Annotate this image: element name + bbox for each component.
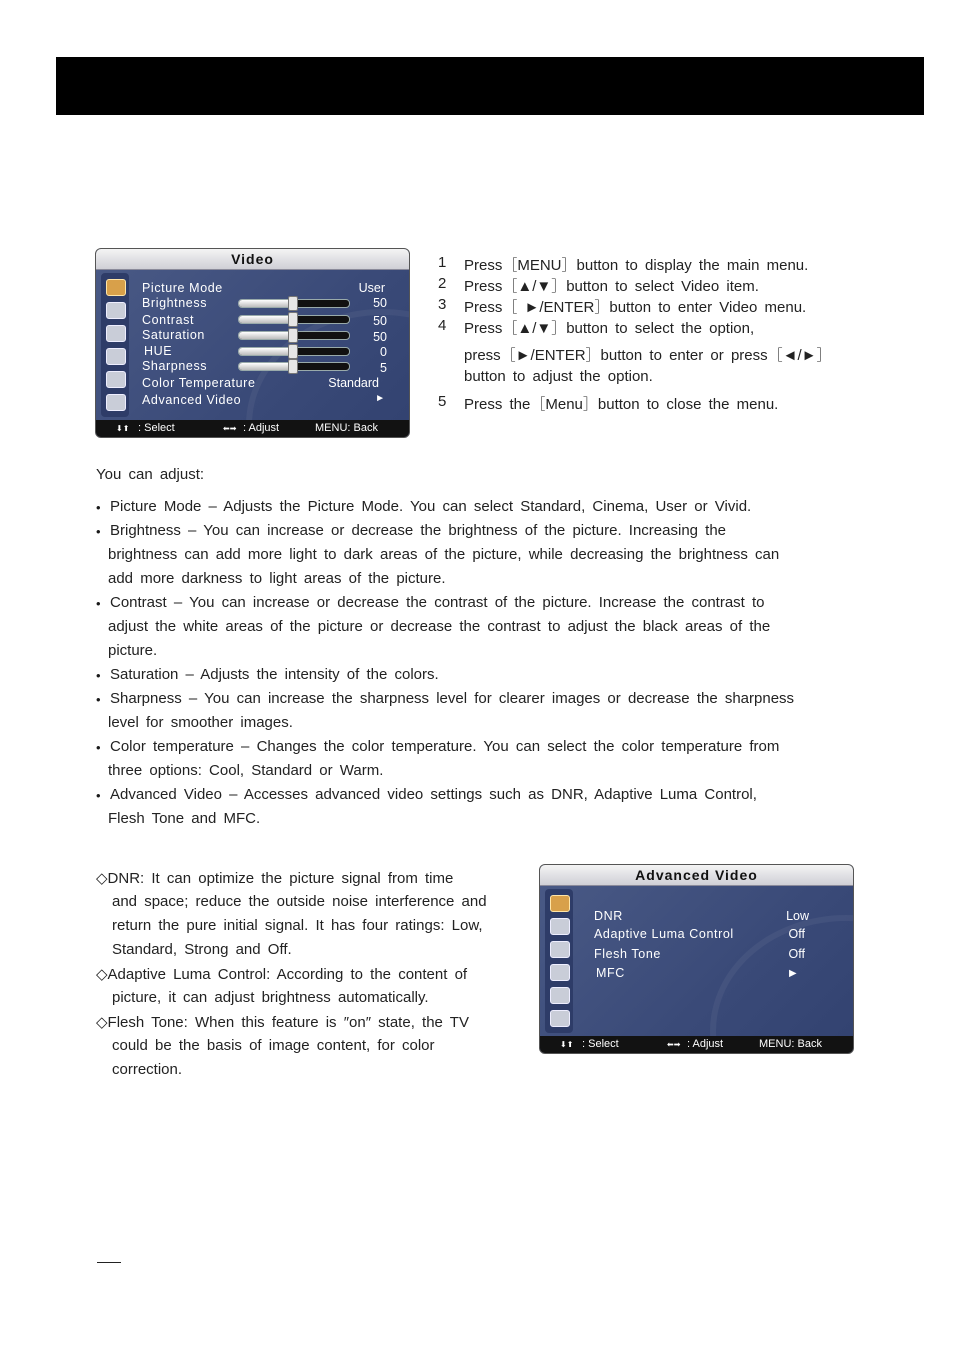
footer-back-label: MENU: Back <box>315 422 378 434</box>
bullet-saturation: Saturation – Adjusts the intensity of the colors. <box>110 666 439 683</box>
audio-icon[interactable] <box>106 302 126 319</box>
menu-item-sharpness[interactable]: Sharpness <box>142 359 208 373</box>
menu-item-color-temperature[interactable]: Color Temperature <box>142 376 256 390</box>
hue-value: 0 <box>380 345 387 359</box>
picture-icon[interactable] <box>106 279 126 296</box>
header-bar <box>56 57 924 115</box>
menu-item-dnr[interactable]: DNR <box>594 909 623 923</box>
brightness-value: 50 <box>373 296 387 310</box>
menu-icon-column <box>101 273 129 417</box>
contrast-value: 50 <box>373 314 387 328</box>
bullet-color-temperature: Color temperature – Changes the color temperature. You can select the color temperature from <box>110 738 780 755</box>
bullet-sharpness-line-2: level for smoother images. <box>108 714 293 731</box>
menu-item-hue[interactable]: HUE <box>144 344 173 358</box>
advanced-video-arrow-icon: ► <box>375 393 385 404</box>
note-flesh-tone: ◇Flesh Tone: When this feature is ″on″ state, the TV <box>96 1014 469 1031</box>
timer-icon[interactable] <box>550 1010 570 1027</box>
menu-item-mfc[interactable]: MFC <box>596 966 625 980</box>
bullet-brightness-line-3: add more darkness to light areas of the picture. <box>108 570 446 587</box>
bullet-picture-mode: Picture Mode – Adjusts the Picture Mode. You can select Standard, Cinema, User or Vivid. <box>110 498 752 515</box>
bullet-advanced-video-line-2: Flesh Tone and MFC. <box>108 810 261 827</box>
bullet-advanced-video: Advanced Video – Accesses advanced video settings such as DNR, Adaptive Luma Control, <box>110 786 757 803</box>
note-flesh-tone-line-2: could be the basis of image content, for color <box>112 1037 435 1054</box>
picture-icon[interactable] <box>550 895 570 912</box>
advanced-video-menu <box>539 864 854 1054</box>
saturation-value: 50 <box>373 330 387 344</box>
setup-icon[interactable] <box>106 325 126 342</box>
note-dnr-line-3: return the pure initial signal. It has four ratings: Low, <box>112 917 483 934</box>
advanced-video-menu-title: Advanced Video <box>540 865 853 886</box>
sharpness-value: 5 <box>380 361 387 375</box>
bullet-sharpness: Sharpness – You can increase the sharpness level for clearer images or decrease the sharpness <box>110 690 795 707</box>
menu-item-saturation[interactable]: Saturation <box>142 328 205 342</box>
menu-item-adaptive-luma-control[interactable]: Adaptive Luma Control <box>594 927 734 941</box>
saturation-slider-knob[interactable] <box>288 328 298 343</box>
note-dnr-line-4: Standard, Strong and Off. <box>112 941 292 958</box>
note-adaptive-luma-line-2: picture, it can adjust brightness automatically. <box>112 989 429 1006</box>
footer-adjust-label: : Adjust <box>243 422 280 434</box>
bullet-contrast: Contrast – You can increase or decrease the contrast of the picture. Increase the contrast to <box>110 594 765 611</box>
picture-mode-value: User <box>358 281 385 295</box>
footer-select-label: : Select <box>582 1038 619 1050</box>
audio-icon[interactable] <box>550 918 570 935</box>
bullet-brightness: Brightness – You can increase or decrease the brightness of the picture. Increasing the <box>110 522 727 539</box>
menu-item-contrast[interactable]: Contrast <box>142 313 195 327</box>
timer-icon[interactable] <box>106 394 126 411</box>
menu-item-flesh-tone[interactable]: Flesh Tone <box>594 947 661 961</box>
bullet-contrast-line-3: picture. <box>108 642 158 659</box>
bullet-contrast-line-2: adjust the white areas of the picture or decrease the contrast to adjust the black areas of the <box>108 618 771 635</box>
note-dnr-line-2: and space; reduce the outside noise interference and <box>112 893 487 910</box>
note-adaptive-luma: ◇Adaptive Luma Control: According to the content of <box>96 966 468 983</box>
sharpness-slider-knob[interactable] <box>288 359 298 374</box>
footer-back-label: MENU: Back <box>759 1038 822 1050</box>
bullet-brightness-line-2: brightness can add more light to dark areas of the picture, while decreasing the brightness can <box>108 546 780 563</box>
hue-slider-knob[interactable] <box>288 344 298 359</box>
page-number-underline <box>97 1262 121 1263</box>
video-menu <box>95 248 410 438</box>
advanced-menu-footer <box>540 1036 853 1053</box>
updown-arrows-icon: ⬇⬆ <box>560 1040 574 1049</box>
color-temperature-value: Standard <box>328 376 379 390</box>
mfc-arrow-icon: ► <box>786 966 799 980</box>
menu-item-brightness[interactable]: Brightness <box>142 296 208 310</box>
bullet-color-temperature-line-2: three options: Cool, Standard or Warm. <box>108 762 384 779</box>
contrast-slider-knob[interactable] <box>288 312 298 327</box>
lock-icon[interactable] <box>550 964 570 981</box>
intro-text: You can adjust: <box>96 466 205 483</box>
input-icon[interactable] <box>106 371 126 388</box>
leftright-arrows-icon: ⬅➡ <box>667 1040 681 1049</box>
lock-icon[interactable] <box>106 348 126 365</box>
input-icon[interactable] <box>550 987 570 1004</box>
flesh-tone-value: Off <box>788 947 805 961</box>
setup-icon[interactable] <box>550 941 570 958</box>
updown-arrows-icon: ⬇⬆ <box>116 424 130 433</box>
note-dnr: ◇DNR: It can optimize the picture signal from time <box>96 870 454 887</box>
dnr-value: Low <box>786 909 809 923</box>
footer-adjust-label: : Adjust <box>687 1038 724 1050</box>
note-flesh-tone-line-3: correction. <box>112 1061 183 1078</box>
footer-select-label: : Select <box>138 422 175 434</box>
leftright-arrows-icon: ⬅➡ <box>223 424 237 433</box>
adaptive-luma-control-value: Off <box>788 927 805 941</box>
menu-item-picture-mode[interactable]: Picture Mode <box>142 281 223 295</box>
menu-item-advanced-video[interactable]: Advanced Video <box>142 393 242 407</box>
menu-icon-column <box>545 889 573 1033</box>
video-menu-footer <box>96 420 409 437</box>
brightness-slider-knob[interactable] <box>288 296 298 311</box>
video-menu-title: Video <box>96 249 409 270</box>
